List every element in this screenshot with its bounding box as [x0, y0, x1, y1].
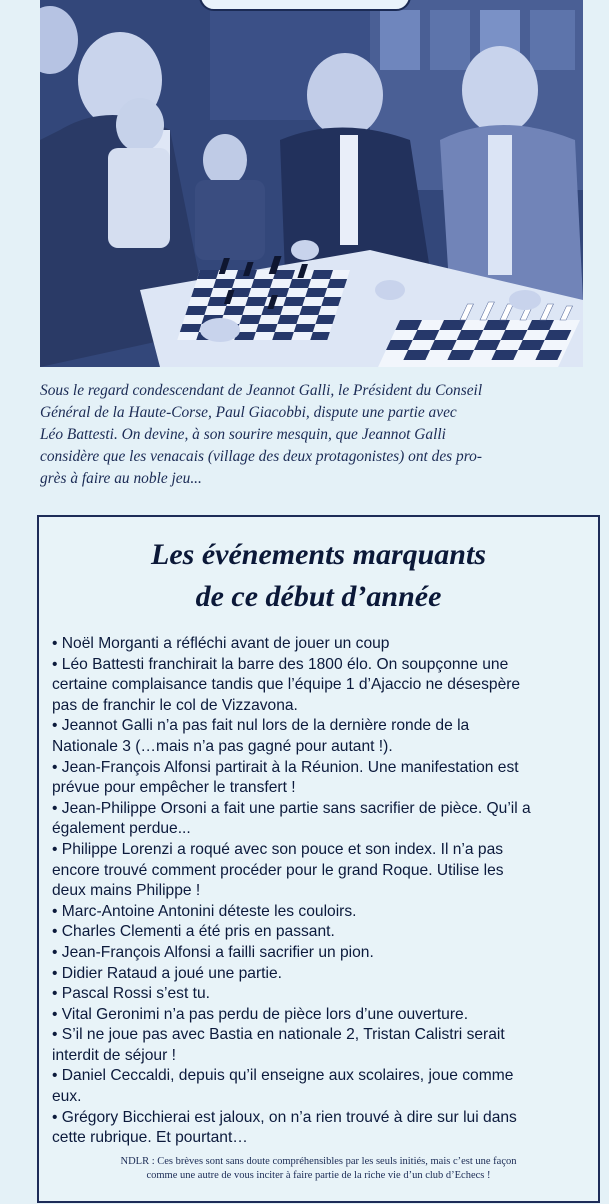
events-title-line: de ce début d’année	[195, 580, 442, 613]
list-item: • Grégory Bicchierai est jaloux, on n’a rien trouvé à dire sur lui dans	[52, 1108, 517, 1126]
ndlr-line: NDLR : Ces brèves sont sans doute compréhensibles par les seuls initiés, mais c’est une façon	[120, 1156, 517, 1167]
list-item: deux mains Philippe !	[52, 882, 201, 900]
list-item: • Jean-François Alfonsi a failli sacrifier un pion.	[52, 943, 374, 961]
ndlr-line: comme une autre de vous inciter à faire partie de la riche vie d’un club d’Echecs !	[146, 1170, 491, 1181]
list-item: cette rubrique. Et pourtant…	[52, 1129, 248, 1147]
list-item: • Vital Geronimi n’a pas perdu de pièce lors d’une ouverture.	[52, 1005, 469, 1023]
caption-line: considère que les venacais (village des deux protagonistes) ont des pro-	[40, 448, 482, 465]
caption-line: grès à faire au noble jeu...	[40, 470, 202, 487]
list-item: interdit de séjour !	[52, 1046, 176, 1064]
list-item: • Noël Morganti a réfléchi avant de jouer un coup	[52, 635, 390, 652]
chess-photo	[40, 0, 583, 367]
events-list	[52, 634, 584, 1149]
list-item: • Léo Battesti franchirait la barre des 1800 élo. On soupçonne une	[52, 655, 509, 673]
caption-line: Léo Battesti. On devine, à son sourire mesquin, que Jeannot Galli	[40, 426, 446, 443]
list-item: également perdue...	[52, 820, 191, 838]
list-item: pas de franchir le col de Vizzavona.	[52, 696, 298, 714]
events-box	[37, 515, 600, 1203]
list-item: • Philippe Lorenzi a roqué avec son pouce et son index. Il n’a pas	[52, 840, 504, 858]
list-item: • Daniel Ceccaldi, depuis qu’il enseigne aux scolaires, joue comme	[52, 1067, 514, 1085]
photo-caption	[40, 380, 600, 490]
list-item: • Didier Rataud a joué une partie.	[52, 964, 282, 982]
list-item: • S’il ne joue pas avec Bastia en nationale 2, Tristan Calistri serait	[52, 1026, 505, 1044]
list-item: • Jeannot Galli n’a pas fait nul lors de la dernière ronde de la	[52, 717, 470, 735]
list-item: eux.	[52, 1088, 82, 1106]
events-title-line: Les événements marquants	[151, 538, 486, 571]
list-item: • Marc-Antoine Antonini déteste les couloirs.	[52, 902, 357, 920]
ndlr-note	[39, 1155, 598, 1183]
list-item: encore trouvé comment procéder pour le grand Roque. Utilise les	[52, 861, 504, 879]
list-item: • Pascal Rossi s’est tu.	[52, 985, 210, 1003]
caption-line: Sous le regard condescendant de Jeannot Galli, le Président du Conseil	[40, 382, 483, 399]
events-title	[39, 534, 598, 618]
list-item: • Jean-François Alfonsi partirait à la Réunion. Une manifestation est	[52, 758, 519, 776]
list-item: prévue pour empêcher le transfert !	[52, 779, 296, 797]
list-item: Nationale 3 (…mais n’a pas gagné pour autant !).	[52, 737, 393, 755]
list-item: • Charles Clementi a été pris en passant.	[52, 923, 335, 941]
list-item: • Jean-Philippe Orsoni a fait une partie sans sacrifier de pièce. Qu’il a	[52, 799, 531, 817]
list-item: certaine complaisance tandis que l’équipe 1 d’Ajaccio ne désespère	[52, 676, 521, 694]
caption-line: Général de la Haute-Corse, Paul Giacobbi, dispute une partie avec	[40, 404, 457, 421]
